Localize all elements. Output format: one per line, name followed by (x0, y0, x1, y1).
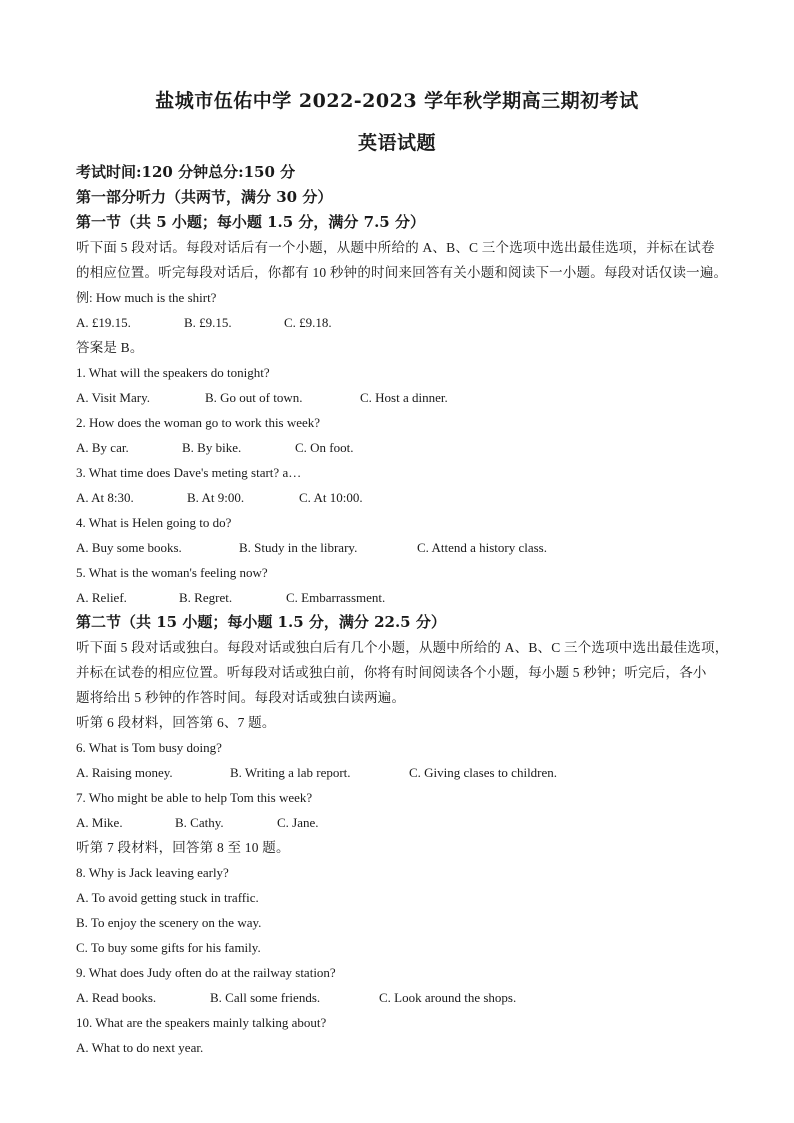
passage-7-heading: 听第 7 段材料，回答第 8 至 10 题。 (76, 840, 290, 855)
question-8-option-c: C. To buy some gifts for his family. (76, 940, 261, 955)
example-question: 例: How much is the shirt? (76, 290, 217, 305)
passage-6-heading: 听第 6 段材料，回答第 6、7 题。 (76, 715, 276, 730)
example-answer: 答案是 B。 (76, 340, 144, 355)
question-5: 5. What is the woman's feeling now? (76, 565, 268, 580)
exam-subtitle: 英语试题 (357, 132, 436, 154)
option-b: B. Writing a lab report. (230, 765, 351, 780)
exam-title: 盐城市伍佑中学 2022-2023 学年秋学期高三期初考试 (155, 90, 639, 112)
question-7-options (76, 810, 728, 835)
question-6: 6. What is Tom busy doing? (76, 740, 222, 755)
option-c: C. Host a dinner. (360, 390, 448, 405)
exam-content (76, 160, 728, 1060)
question-3: 3. What time does Dave's meting start? a… (76, 465, 302, 480)
option-b: B. Study in the library. (239, 540, 358, 555)
option-b: B. Regret. (179, 590, 233, 605)
option-a: A. Mike. (76, 815, 123, 830)
option-b: B. £9.15. (184, 315, 232, 330)
exam-info: 考试时间:120 分钟总分:150 分 (76, 163, 296, 181)
option-c: C. £9.18. (284, 315, 332, 330)
section1-instruction-line: 的相应位置。听完每段对话后，你都有 10 秒钟的时间来回答有关小题和阅读下一小题。每段对话仅读一遍。 (76, 265, 728, 280)
section2-instruction-line: 并标在试卷的相应位置。听每段对话或独白前，你将有时间阅读各个小题，每小题 5 秒钟；听完后，各小 (76, 665, 707, 680)
option-c: C. Look around the shops. (379, 990, 517, 1005)
question-10-option-a: A. What to do next year. (76, 1040, 204, 1055)
question-4: 4. What is Helen going to do? (76, 515, 232, 530)
option-c: C. On foot. (295, 440, 354, 455)
section1-instruction-line: 听下面 5 段对话。每段对话后有一个小题，从题中所给的 A、B、C 三个选项中选出最佳选项，并标在试卷 (76, 240, 715, 255)
option-a: A. At 8:30. (76, 490, 134, 505)
option-b: B. Go out of town. (205, 390, 303, 405)
question-3-options (76, 485, 728, 510)
question-1: 1. What will the speakers do tonight? (76, 365, 270, 380)
question-8-option-a: A. To avoid getting stuck in traffic. (76, 890, 259, 905)
question-2-options (76, 435, 728, 460)
section2-title: 第二节（共 15 小题；每小题 1.5 分，满分 22.5 分） (76, 613, 446, 631)
option-b: B. At 9:00. (187, 490, 245, 505)
example-options (76, 310, 728, 335)
option-c: C. Giving clases to children. (409, 765, 558, 780)
option-a: A. Buy some books. (76, 540, 182, 555)
part1-title: 第一部分听力（共两节，满分 30 分） (76, 188, 333, 206)
option-b: B. Cathy. (175, 815, 224, 830)
option-a: A. By car. (76, 440, 129, 455)
question-2: 2. How does the woman go to work this week? (76, 415, 321, 430)
option-c: C. Jane. (277, 815, 319, 830)
question-8: 8. Why is Jack leaving early? (76, 865, 229, 880)
option-a: A. Relief. (76, 590, 127, 605)
option-c: C. Embarrassment. (286, 590, 386, 605)
section1-title: 第一节（共 5 小题；每小题 1.5 分，满分 7.5 分） (76, 213, 425, 231)
question-6-options (76, 760, 728, 785)
question-4-options (76, 535, 728, 560)
question-1-options (76, 385, 728, 410)
option-a: A. Visit Mary. (76, 390, 150, 405)
option-c: C. At 10:00. (299, 490, 363, 505)
section2-instruction-line: 题将给出 5 秒钟的作答时间。每段对话或独白读两遍。 (76, 690, 406, 705)
question-8-option-b: B. To enjoy the scenery on the way. (76, 915, 262, 930)
option-a: A. £19.15. (76, 315, 131, 330)
question-7: 7. Who might be able to help Tom this week? (76, 790, 313, 805)
question-5-options (76, 585, 728, 610)
option-b: B. By bike. (182, 440, 242, 455)
option-a: A. Raising money. (76, 765, 173, 780)
question-10: 10. What are the speakers mainly talking about? (76, 1015, 327, 1030)
section2-instruction-line: 听下面 5 段对话或独白。每段对话或独白后有几个小题，从题中所给的 A、B、C 三个选项中选出最佳选项， (76, 640, 729, 655)
option-a: A. Read books. (76, 990, 157, 1005)
question-9: 9. What does Judy often do at the railway station? (76, 965, 336, 980)
option-c: C. Attend a history class. (417, 540, 547, 555)
question-9-options (76, 985, 728, 1010)
option-b: B. Call some friends. (210, 990, 321, 1005)
